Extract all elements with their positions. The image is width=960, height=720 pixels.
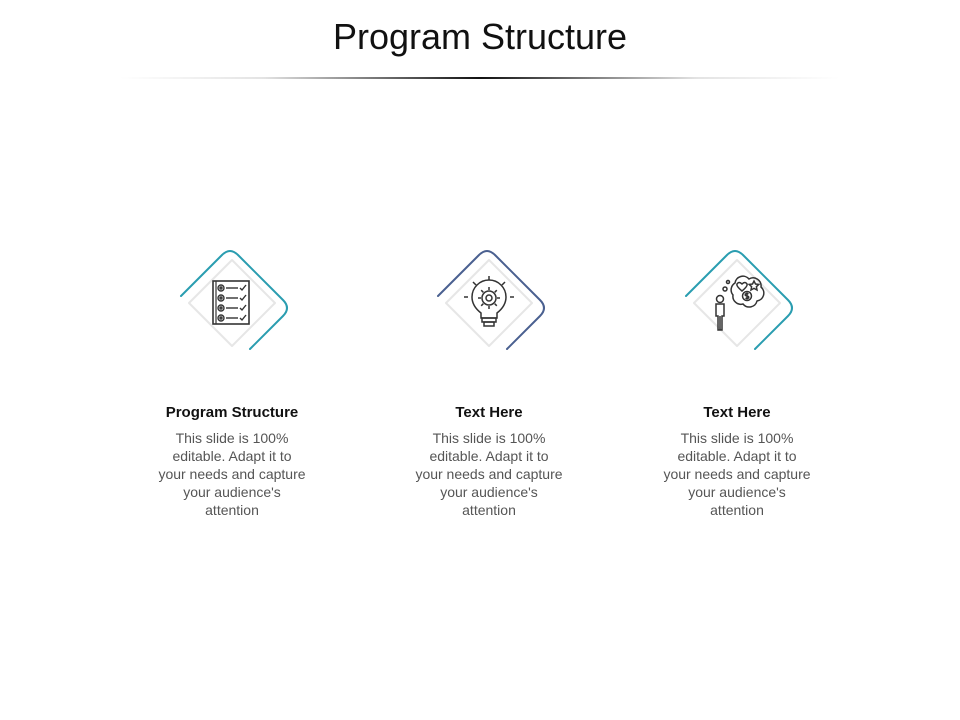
card-text-here-1 <box>394 240 584 519</box>
card-title: Text Here <box>703 404 771 421</box>
card-description: This slide is 100% editable. Adapt it to your needs and capture your audience's attention <box>158 430 306 518</box>
slide-title: Program Structure <box>332 16 628 57</box>
card-title: Program Structure <box>165 404 299 421</box>
card-program-structure <box>137 240 327 519</box>
title-divider <box>120 77 840 79</box>
card-description: This slide is 100% editable. Adapt it to your needs and capture your audience's attention <box>663 430 811 518</box>
lightbulb-gear-icon <box>459 273 519 333</box>
card-title: Text Here <box>455 404 523 421</box>
diamond-frame <box>426 240 552 366</box>
diamond-frame <box>169 240 295 366</box>
diamond-frame <box>674 240 800 366</box>
card-description: This slide is 100% editable. Adapt it to your needs and capture your audience's attention <box>415 430 563 518</box>
person-thoughts-icon <box>707 273 767 333</box>
card-text-here-2 <box>642 240 832 519</box>
checklist-icon <box>202 273 262 333</box>
